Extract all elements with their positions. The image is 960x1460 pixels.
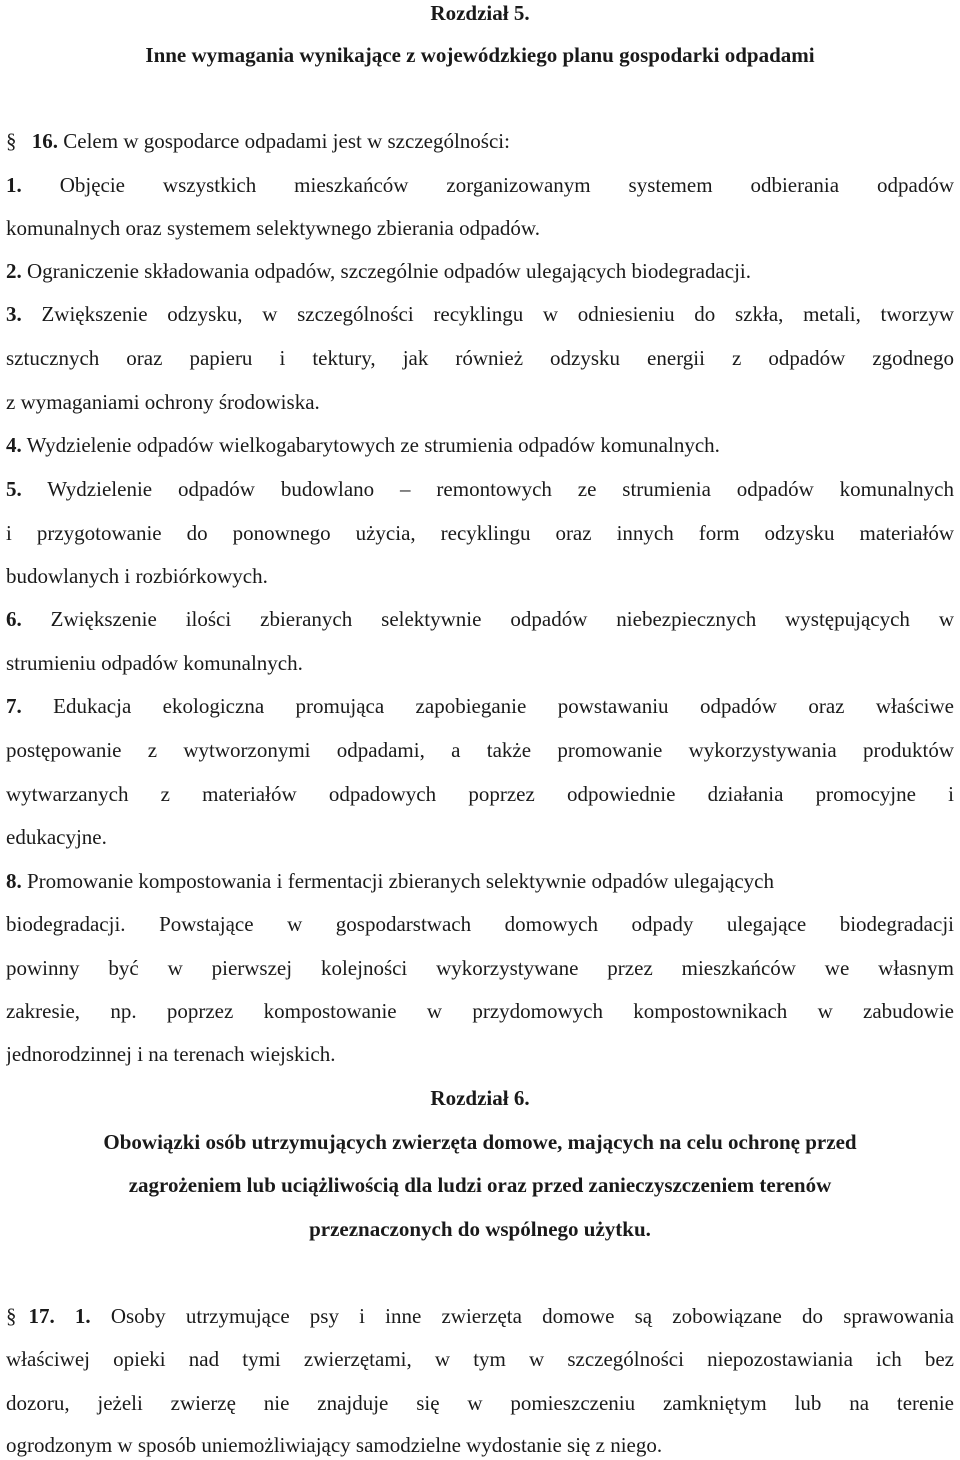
list-item-7-line-4: edukacyjne. bbox=[6, 825, 107, 849]
list-item-number: 6. bbox=[6, 607, 22, 631]
list-item-number: 3. bbox=[6, 302, 22, 326]
list-item-8-line-3: powinny być w pierwszej kolejności wykorzystywane przez mieszkańców we własnym bbox=[6, 956, 954, 980]
chapter-5-heading: Rozdział 5. bbox=[430, 1, 530, 25]
list-item-7-line-2: postępowanie z wytworzonymi odpadami, a także promowanie wykorzystywania produktów bbox=[6, 738, 954, 762]
paragraph-number: 16. bbox=[31, 129, 58, 153]
list-item-4-line-1 bbox=[6, 430, 954, 460]
list-item-5-line-3: budowlanych i rozbiórkowych. bbox=[6, 564, 268, 588]
paragraph-17-line-3: dozoru, jeżeli zwierzę nie znajduje się w pomieszczeniu zamkniętym lub na terenie bbox=[6, 1391, 954, 1415]
list-item-number: 2. bbox=[6, 259, 22, 283]
paragraph-text: Osoby utrzymujące psy i inne zwierzęta domowe są zobowiązane do sprawowania bbox=[110, 1304, 954, 1328]
chapter-6-heading: Rozdział 6. bbox=[430, 1086, 530, 1110]
list-item-number: 1. bbox=[6, 173, 22, 197]
list-item-8-line-5: jednorodzinnej i na terenach wiejskich. bbox=[6, 1042, 336, 1066]
paragraph-17-line-2: właściwej opieki nad tymi zwierzętami, w tym w szczególności niepozostawiania ich bez bbox=[6, 1347, 954, 1371]
list-item-text: Zwiększenie ilości zbieranych selektywnie odpadów niebezpiecznych występujących w bbox=[50, 607, 954, 631]
chapter-6-title-line-3: przeznaczonych do wspólnego użytku. bbox=[309, 1217, 651, 1241]
list-item-number: 8. bbox=[6, 869, 22, 893]
list-item-text: Ograniczenie składowania odpadów, szczególnie odpadów ulegających biodegradacji. bbox=[27, 259, 752, 283]
list-item-8-line-4: zakresie, np. poprzez kompostowanie w przydomowych kompostownikach w zabudowie bbox=[6, 999, 954, 1023]
list-item-6-line-1 bbox=[6, 604, 954, 634]
chapter-6-title-line-2: zagrożeniem lub uciążliwością dla ludzi oraz przed zanieczyszczeniem terenów bbox=[128, 1173, 832, 1197]
section-sign: § bbox=[6, 129, 17, 153]
list-item-number: 7. bbox=[6, 694, 22, 718]
list-item-text: Promowanie kompostowania i fermentacji zbieranych selektywnie odpadów ulegających bbox=[27, 869, 774, 893]
paragraph-17-line-4: ogrodzonym w sposób uniemożliwiający samodzielne wydostanie się z niego. bbox=[6, 1433, 663, 1457]
paragraph-16-intro bbox=[6, 126, 954, 156]
list-item-3-line-3: z wymaganiami ochrony środowiska. bbox=[6, 390, 320, 414]
chapter-6-title-line-1: Obowiązki osób utrzymujących zwierzęta domowe, mających na celu ochronę przed bbox=[103, 1130, 857, 1154]
list-item-7-line-1 bbox=[6, 691, 954, 721]
paragraph-intro-text: Celem w gospodarce odpadami jest w szczególności: bbox=[63, 129, 510, 153]
list-item-3-line-1 bbox=[6, 299, 954, 329]
list-item-number: 5. bbox=[6, 477, 22, 501]
paragraph-17-line-1 bbox=[6, 1301, 954, 1331]
list-item-5-line-1 bbox=[6, 474, 954, 504]
list-item-text: Zwiększenie odzysku, w szczególności recyklingu w odniesieniu do szkła, metali, tworzyw bbox=[41, 302, 954, 326]
list-item-text: Wydzielenie odpadów budowlano – remontowych ze strumienia odpadów komunalnych bbox=[47, 477, 954, 501]
list-item-7-line-3: wytwarzanych z materiałów odpadowych poprzez odpowiednie działania promocyjne i bbox=[6, 782, 954, 806]
list-item-number: 4. bbox=[6, 433, 22, 457]
list-item-1-line-1 bbox=[6, 170, 954, 200]
list-item-8-line-2: biodegradacji. Powstające w gospodarstwach domowych odpady ulegające biodegradacji bbox=[6, 912, 954, 936]
list-item-8-line-1 bbox=[6, 866, 954, 896]
list-item-3-line-2: sztucznych oraz papieru i tektury, jak również odzysku energii z odpadów zgodnego bbox=[6, 346, 954, 370]
list-item-2-line-1 bbox=[6, 256, 954, 286]
list-item-1-line-2: komunalnych oraz systemem selektywnego zbierania odpadów. bbox=[6, 216, 540, 240]
list-item-6-line-2: strumieniu odpadów komunalnych. bbox=[6, 651, 303, 675]
list-item-5-line-2: i przygotowanie do ponownego użycia, recyklingu oraz innych form odzysku materiałów bbox=[6, 521, 954, 545]
list-item-text: Objęcie wszystkich mieszkańców zorganizowanym systemem odbierania odpadów bbox=[59, 173, 954, 197]
paragraph-number: 17. 1. bbox=[28, 1304, 91, 1328]
list-item-text: Wydzielenie odpadów wielkogabarytowych ze strumienia odpadów komunalnych. bbox=[26, 433, 720, 457]
list-item-text: Edukacja ekologiczna promująca zapobieganie powstawaniu odpadów oraz właściwe bbox=[53, 694, 954, 718]
chapter-5-title: Inne wymagania wynikające z wojewódzkiego planu gospodarki odpadami bbox=[145, 43, 815, 67]
section-sign: § bbox=[6, 1304, 17, 1328]
